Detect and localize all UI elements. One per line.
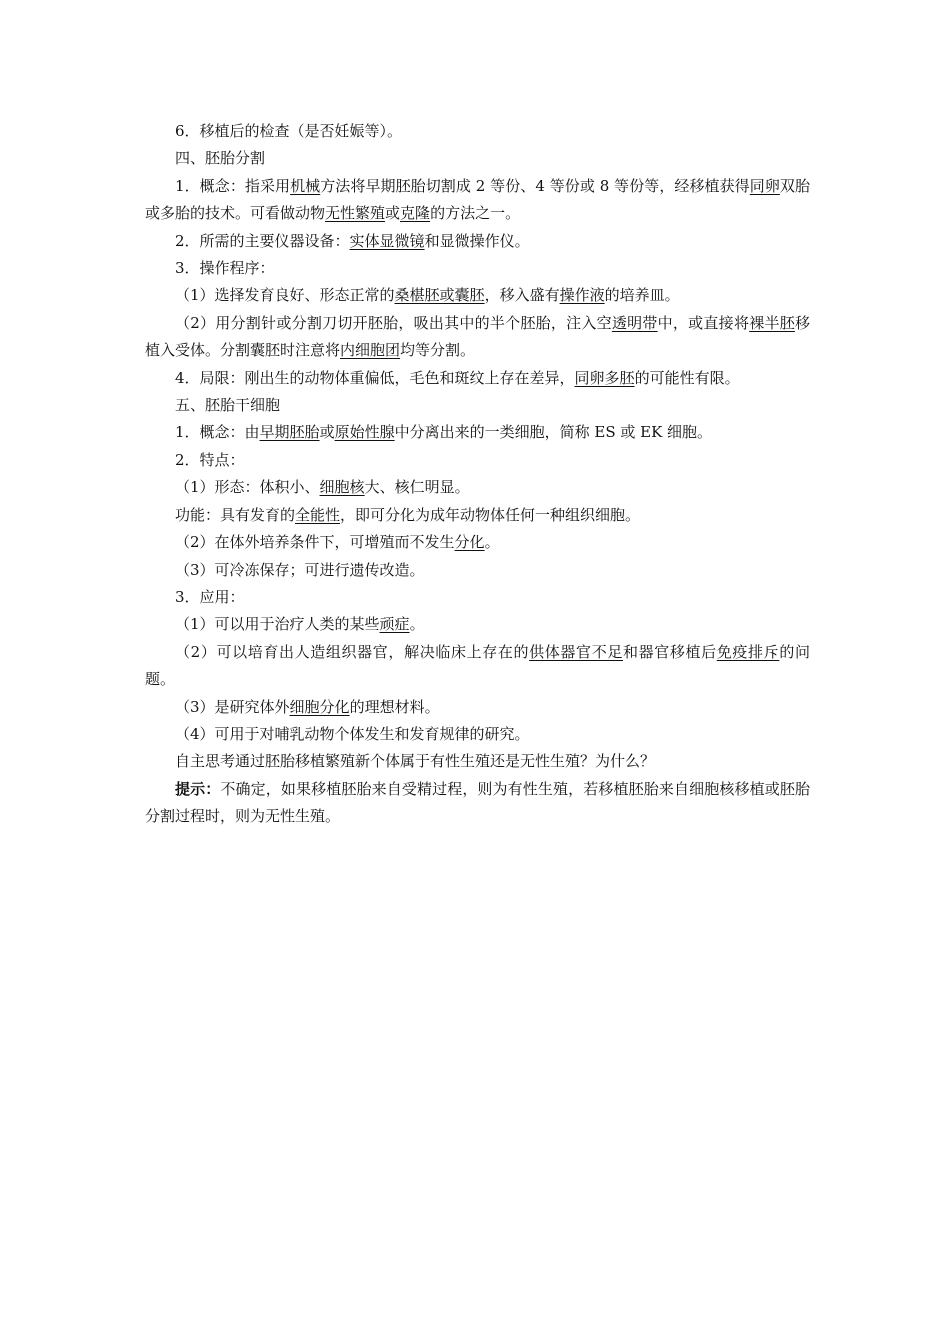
paragraph (145, 228, 810, 255)
paragraph (145, 392, 810, 419)
text-run: 功能：具有发育的 (175, 505, 296, 524)
paragraph (145, 145, 810, 172)
paragraph (145, 502, 810, 529)
text-run: 2．特点： (175, 450, 245, 469)
underlined-term: 内细胞团 (340, 341, 401, 360)
text-run: 和显微操作仪。 (424, 231, 530, 250)
text-run: （3）是研究体外 (175, 697, 290, 716)
underlined-term: 实体显微镜 (349, 231, 425, 250)
text-run: 四、胚胎分割 (175, 149, 266, 168)
text-run: 中分离出来的一类细胞，简称 ES 或 EK 细胞。 (394, 423, 713, 442)
text-run: 双胎或多胎的技术。可看做动物 (145, 176, 810, 223)
underlined-term: 机械 (290, 176, 321, 195)
text-run: 的培养皿。 (604, 286, 680, 305)
text-run: 2．所需的主要仪器设备： (175, 231, 350, 250)
paragraph (145, 639, 810, 694)
paragraph (145, 474, 810, 501)
paragraph (145, 557, 810, 584)
paragraph (145, 118, 810, 145)
paragraph (145, 282, 810, 309)
paragraph (145, 310, 810, 365)
text-run: 6．移植后的检查（是否妊娠等）。 (175, 122, 403, 140)
underlined-term: 原始性腺 (334, 423, 395, 442)
text-run: （4）可用于对哺乳动物个体发生和发育规律的研究。 (175, 724, 530, 743)
paragraph (145, 721, 810, 748)
paragraph (145, 611, 810, 638)
text-run: （2）在体外培养条件下，可增殖而不发生 (175, 533, 455, 552)
text-run: 3．应用： (175, 587, 245, 606)
paragraph (145, 529, 810, 556)
paragraph (145, 173, 810, 228)
document-body (145, 118, 810, 831)
text-run: 移植入受体。分割囊胚时注意将 (145, 313, 810, 360)
underlined-term: 顽症 (379, 615, 410, 634)
underlined-term: 细胞分化 (289, 697, 350, 716)
text-run: 自主思考通过胚胎移植繁殖新个体属于有性生殖还是无性生殖？为什么？ (175, 752, 656, 771)
text-run: （1）形态：体积小、 (175, 478, 320, 497)
underlined-term: 操作液 (559, 286, 605, 305)
text-run: 的问题。 (145, 642, 810, 689)
paragraph (145, 255, 810, 282)
text-run: 均等分割。 (400, 341, 476, 360)
text-run: ，即可分化为成年动物体任何一种组织细胞。 (340, 505, 641, 524)
text-run: ，移入盛有 (484, 286, 560, 305)
text-run: 的方法之一。 (430, 204, 521, 223)
underlined-term: 细胞核 (319, 478, 365, 497)
underlined-term: 供体器官不足 (529, 642, 623, 661)
underlined-term: 裸半胚 (749, 313, 795, 332)
text-run: 3．操作程序： (175, 259, 275, 278)
underlined-term: 全能性 (295, 505, 341, 524)
text-run: 中，或直接将 (657, 313, 750, 332)
underlined-term: 免疫排斥 (716, 642, 780, 661)
paragraph (145, 584, 810, 611)
text-run: 1．概念：由 (175, 423, 260, 442)
text-run: （2）可以培育出人造组织器官，解决临床上存在的 (175, 642, 530, 661)
underlined-term: 同卵 (749, 176, 780, 195)
text-run: （1）可以用于治疗人类的某些 (175, 615, 380, 634)
bold-label: 提示： (175, 779, 221, 798)
text-run: （2）用分割针或分割刀切开胚胎，吸出其中的半个胚胎，注入空 (175, 313, 612, 332)
underlined-term: 同卵多胚 (574, 368, 635, 387)
text-run: 或 (319, 423, 335, 442)
text-run: 大、核仁明显。 (364, 478, 470, 497)
text-run: 4．局限：刚出生的动物体重偏低，毛色和斑纹上存在差异， (175, 368, 575, 387)
paragraph (145, 748, 810, 775)
text-run: 方法将早期胚胎切割成 2 等份、4 等份或 8 等份等，经移植获得 (320, 176, 750, 195)
underlined-term: 桑椹胚或囊胚 (394, 286, 485, 305)
underlined-term: 早期胚胎 (259, 423, 320, 442)
paragraph (145, 365, 810, 392)
paragraph (145, 776, 810, 831)
underlined-term: 透明带 (611, 313, 658, 332)
text-run: （1）选择发育良好、形态正常的 (175, 286, 395, 305)
underlined-term: 克隆 (400, 204, 431, 223)
text-run: （3）可冷冻保存；可进行遗传改造。 (175, 560, 425, 579)
text-run: 不确定，如果移植胚胎来自受精过程，则为有性生殖，若移植胚胎来自细胞核移植或胚胎分割过程时，则为无性生殖。 (145, 779, 810, 826)
paragraph (145, 694, 810, 721)
text-run: 和器官移植后 (622, 642, 717, 661)
text-run: 。 (484, 533, 500, 552)
text-run: 的理想材料。 (349, 697, 440, 716)
underlined-term: 分化 (454, 533, 485, 552)
text-run: 或 (385, 204, 401, 223)
text-run: 五、胚胎干细胞 (175, 396, 281, 415)
paragraph (145, 419, 810, 446)
text-run: 的可能性有限。 (634, 368, 740, 387)
text-run: 1．概念：指采用 (175, 176, 291, 195)
text-run: 。 (409, 615, 425, 634)
paragraph (145, 447, 810, 474)
underlined-term: 无性繁殖 (325, 204, 386, 223)
